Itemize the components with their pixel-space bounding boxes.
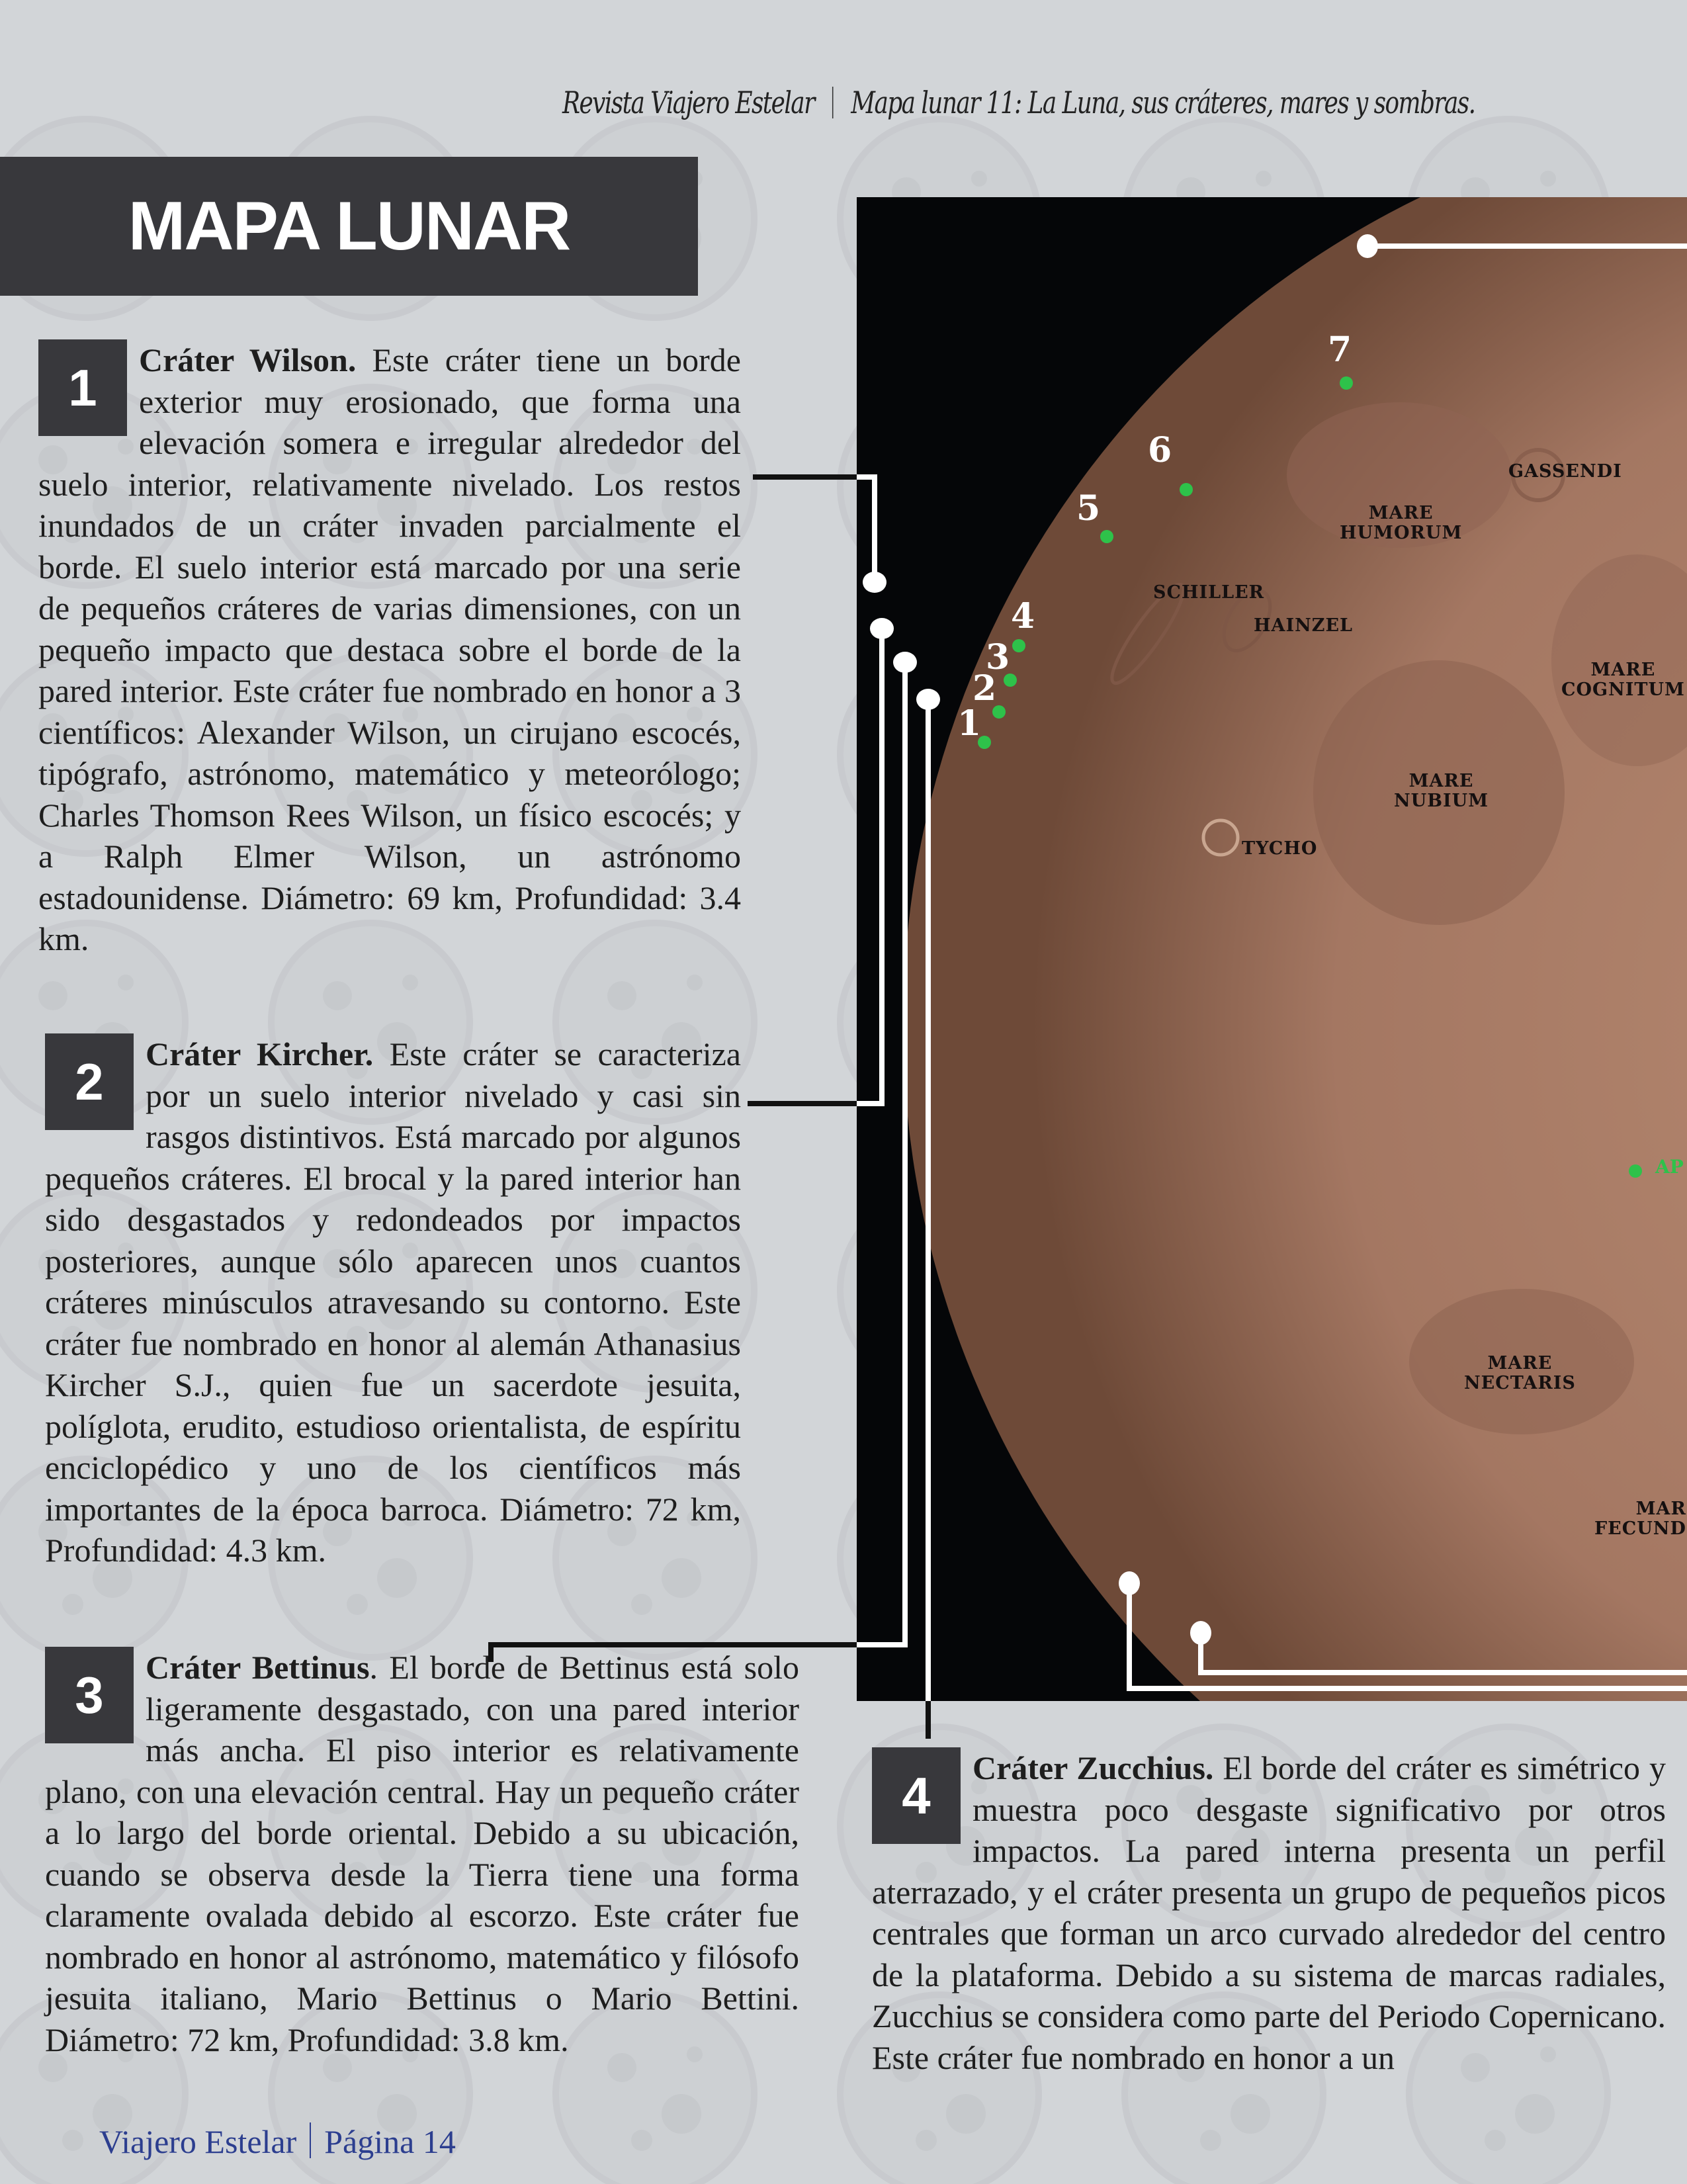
label-mare-nectaris [1464,1354,1576,1393]
marker-number-6: 6 [1148,430,1172,470]
footer-page-number: Página 14 [324,2123,456,2160]
label-apollo-partial: AP [1655,1156,1684,1178]
moon-disc [903,197,1687,1701]
crater-section-bettinus [45,1647,799,2060]
label-line: HUMORUM [1340,523,1463,543]
crater-section-kircher [45,1033,741,1571]
marker-number-4: 4 [1011,596,1035,636]
label-line: NECTARIS [1464,1373,1576,1393]
crater-description: . El borde de Bettinus está solo ligeramente desgastado, con una pared interior más ancha. El piso interior es relativamente plano, con una elevación central. Hay un pequeño cráter a lo largo del borde oriental. Debido a su ubicación, cuando se observa desde la Tierra tiene una forma claramente ovalada debido al escorzo. Este cráter fue nombrado en honor al astrónomo, matemático y filósofo jesuita italiano, Mario Bettinus o Mario Bettini. Diámetro: 72 km, Profundidad: 3.8 km. [45,1649,799,2058]
label-line: COGNITUM [1561,679,1685,700]
label-line: NUBIUM [1394,791,1489,811]
label-line: FECUND [1594,1518,1686,1539]
marker-number-2: 2 [973,668,997,709]
marker-dot-6 [1180,483,1193,496]
page-title: MAPA LUNAR [128,188,570,265]
marker-number-1: 1 [957,703,982,744]
label-schiller: SCHILLER [1153,582,1265,603]
section-number-badge: 3 [45,1647,134,1743]
label-line: MARE [1368,503,1434,523]
crater-name: Cráter Bettinus [146,1649,370,1686]
label-mare-humorum [1340,503,1462,543]
moon-photo [857,197,1687,1701]
section-number-badge: 4 [872,1747,961,1844]
footer-magazine: Viajero Estelar [99,2123,297,2160]
footer-separator [310,2122,311,2158]
crater-name: Cráter Kircher. [146,1035,374,1072]
section-number-badge: 2 [45,1033,134,1130]
header-separator [832,87,834,118]
marker-number-5: 5 [1076,488,1101,529]
marker-dot-7 [1340,376,1353,390]
header-magazine: Revista Viajero Estelar [562,85,814,120]
marker-dot-4 [1012,639,1025,652]
crater-description: Este cráter tiene un borde exterior muy erosionado, que forma una elevación somera e irregular alrededor del suelo interior, relativamente nivelado. Los restos inundados de un cráter invaden parcialmente el borde. El suelo interior está marcado por una serie de pequeños cráteres de varias dimensiones, con un pequeño impacto que destaca sobre el borde de la pared interior. Este cráter fue nombrado en honor a 3 científicos: Alexander Wilson, un cirujano escocés, tipógrafo, astrónomo, matemático y meteorólogo; Charles Thomson Rees Wilson, un físico escocés; y a Ralph Elmer Wilson, un astrónomo estadounidense. Diámetro: 69 km, Profundidad: 3.4 km. [38,341,741,957]
label-hainzel: HAINZEL [1254,615,1354,636]
label-line: MARE [1408,771,1474,791]
header-issue-title: Mapa lunar 11: La Luna, sus cráteres, mares y sombras. [851,85,1475,120]
label-mare-cognitum [1561,660,1685,700]
marker-dot [1629,1164,1642,1178]
marker-dot-5 [1100,530,1113,543]
label-mare-nubium [1394,771,1489,811]
title-bar [0,157,698,296]
label-gassendi: GASSENDI [1508,461,1622,482]
crater-section-wilson [38,339,741,960]
section-number-badge: 1 [38,339,127,436]
moon-map-image [857,197,1687,1701]
page-footer [99,2122,456,2161]
label-mare-fecunditatis [1594,1499,1686,1539]
crater-description: El borde del cráter es simétrico y muestra poco desgaste significativo por otros impactos. La pared interna presenta un perfil aterrazado, y el cráter presenta un grupo de pequeños picos centrales que forman un arco curvado alrededor del centro de la plataforma. Debido a su sistema de marcas radiales, Zucchius se considera como parte del Periodo Copernicano. Este cráter fue nombrado en honor a un [872,1749,1666,2076]
running-header [562,85,1475,120]
marker-number-3: 3 [986,637,1010,677]
label-line: MARE [1590,660,1656,680]
label-line: MARE [1487,1353,1553,1374]
marker-number-7: 7 [1328,329,1352,370]
crater-name: Cráter Zucchius. [973,1749,1214,1786]
crater-section-zucchius [872,1747,1666,2078]
crater-name: Cráter Wilson. [139,341,357,378]
crater-description: Este cráter se caracteriza por un suelo interior nivelado y casi sin rasgos distintivos. Está marcado por algunos pequeños cráteres. El brocal y la pared interior han sido desgastados y redondeados por impactos posteriores, aunque sólo aparecen unos cuantos cráteres minúsculos atravesando su contorno. Este cráter fue nombrado en honor al alemán Athanasius Kircher S.J., quien fue un sacerdote jesuita, políglota, erudito, estudioso orientalista, de espíritu enciclopédico y uno de los científicos más importantes de la época barroca. Diámetro: 72 km, Profundidad: 4.3 km. [45,1035,741,1569]
label-tycho: TYCHO [1242,838,1318,859]
label-line: MAR [1635,1499,1686,1519]
